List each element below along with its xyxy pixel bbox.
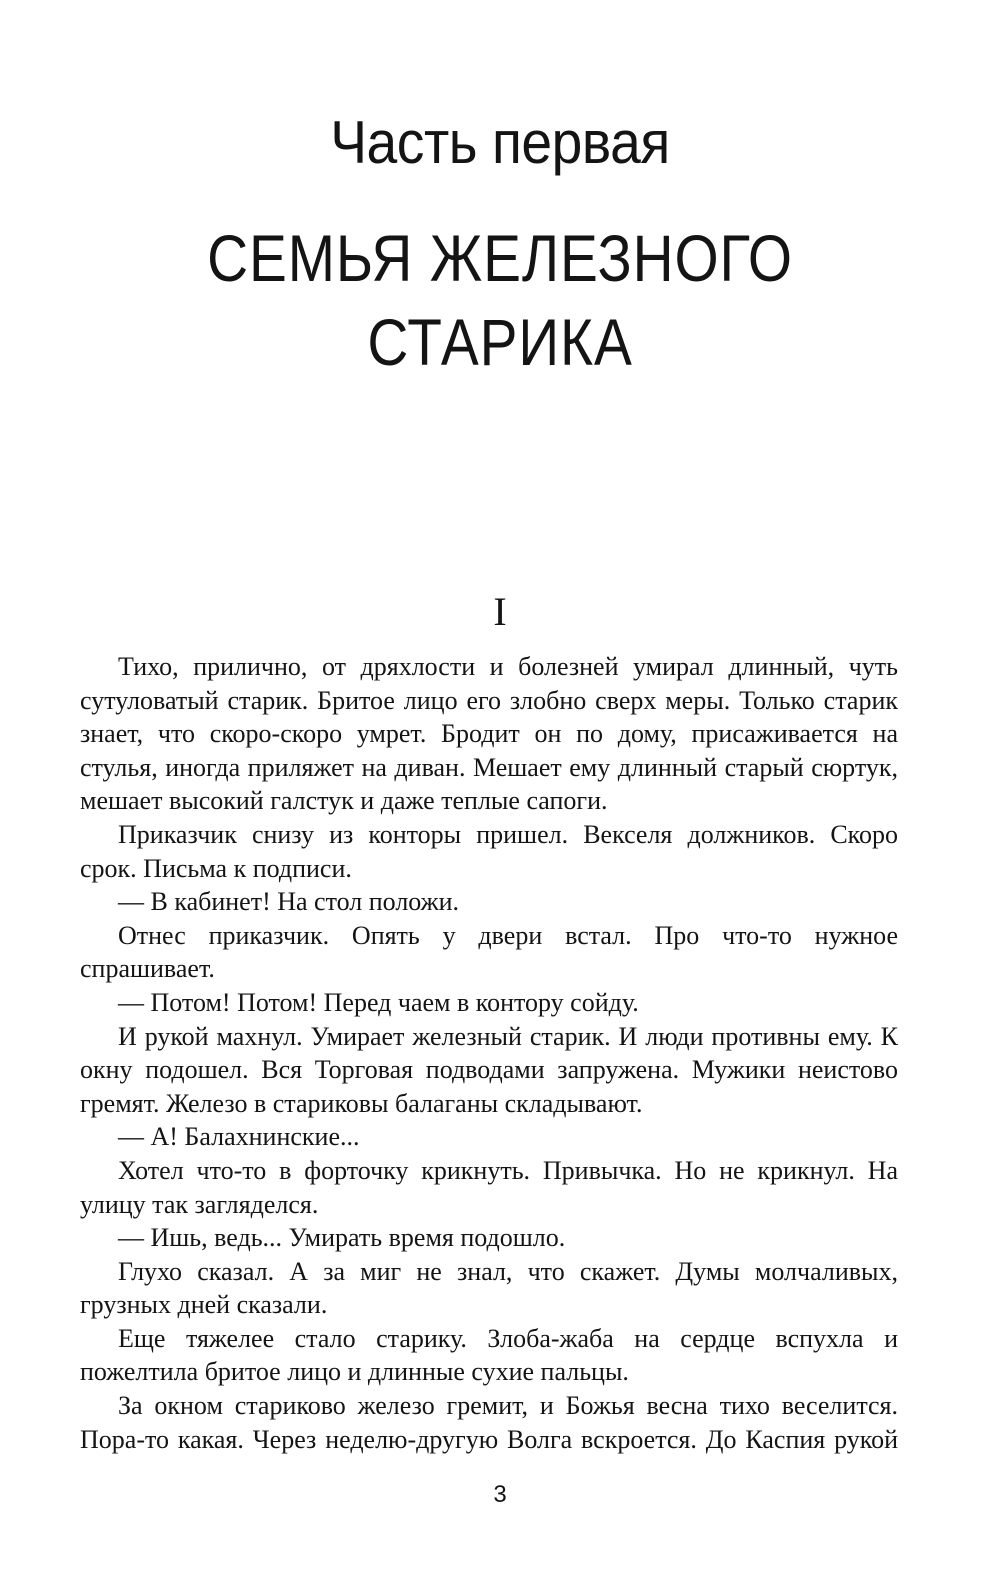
paragraph: И рукой махнул. Умирает железный старик. И люди противны ему. К окну подошел. Вся Торговая подводами запружена. Мужики неистово гремят. Железо в стариковы балаганы складывают.: [80, 1021, 898, 1118]
page-number: 3: [493, 1481, 507, 1508]
chapter-text: [80, 650, 898, 1456]
chapter-number: I: [493, 589, 507, 634]
dialogue-line: — Потом! Потом! Перед чаем в контору сойду.: [118, 987, 639, 1017]
dialogue-line: — В кабинет! На стол положи.: [118, 887, 460, 917]
book-title-line-2: СТАРИКА: [367, 305, 633, 379]
part-title: Часть первая: [330, 109, 670, 176]
dialogue-line: — Ишь, ведь... Умирать время подошло.: [118, 1223, 566, 1253]
paragraph: Тихо, прилично, от дряхлости и болезней умирал длинный, чуть сутуловатый старик. Бритое лицо его злобно сверх меры. Только старик знает, что скоро-скоро умрет. Бродит он по дому, присаживается на стулья, иногда приляжет на диван. Мешает ему длинный старый сюртук, мешает высокий галстук и даже теплые сапоги.: [80, 652, 898, 816]
paragraph: Глухо сказал. А за миг не знал, что скажет. Думы молчаливых, грузных дней сказали.: [80, 1256, 898, 1320]
book-title-line-1: СЕМЬЯ ЖЕЛЕЗНОГО: [207, 221, 793, 295]
paragraph: Еще тяжелее стало старику. Злоба-жаба на сердце вспухла и пожелтила бритое лицо и длинные сухие пальцы.: [80, 1323, 898, 1387]
paragraph: За окном стариково железо гремит, и Божья весна тихо веселится. Пора-то какая. Через неделю-другую Волга вскроется. До Каспия рукой: [80, 1391, 898, 1454]
paragraph: Приказчик снизу из конторы пришел. Векселя должников. Скоро срок. Письма к подписи.: [80, 819, 898, 883]
paragraph: Отнес приказчик. Опять у двери встал. Про что-то нужное спрашивает.: [80, 920, 898, 984]
paragraph: Хотел что-то в форточку крикнуть. Привычка. Но не крикнул. На улицу так загляделся.: [80, 1155, 898, 1219]
book-title: [70, 216, 930, 384]
dialogue-line: — А! Балахнинские...: [118, 1122, 360, 1152]
